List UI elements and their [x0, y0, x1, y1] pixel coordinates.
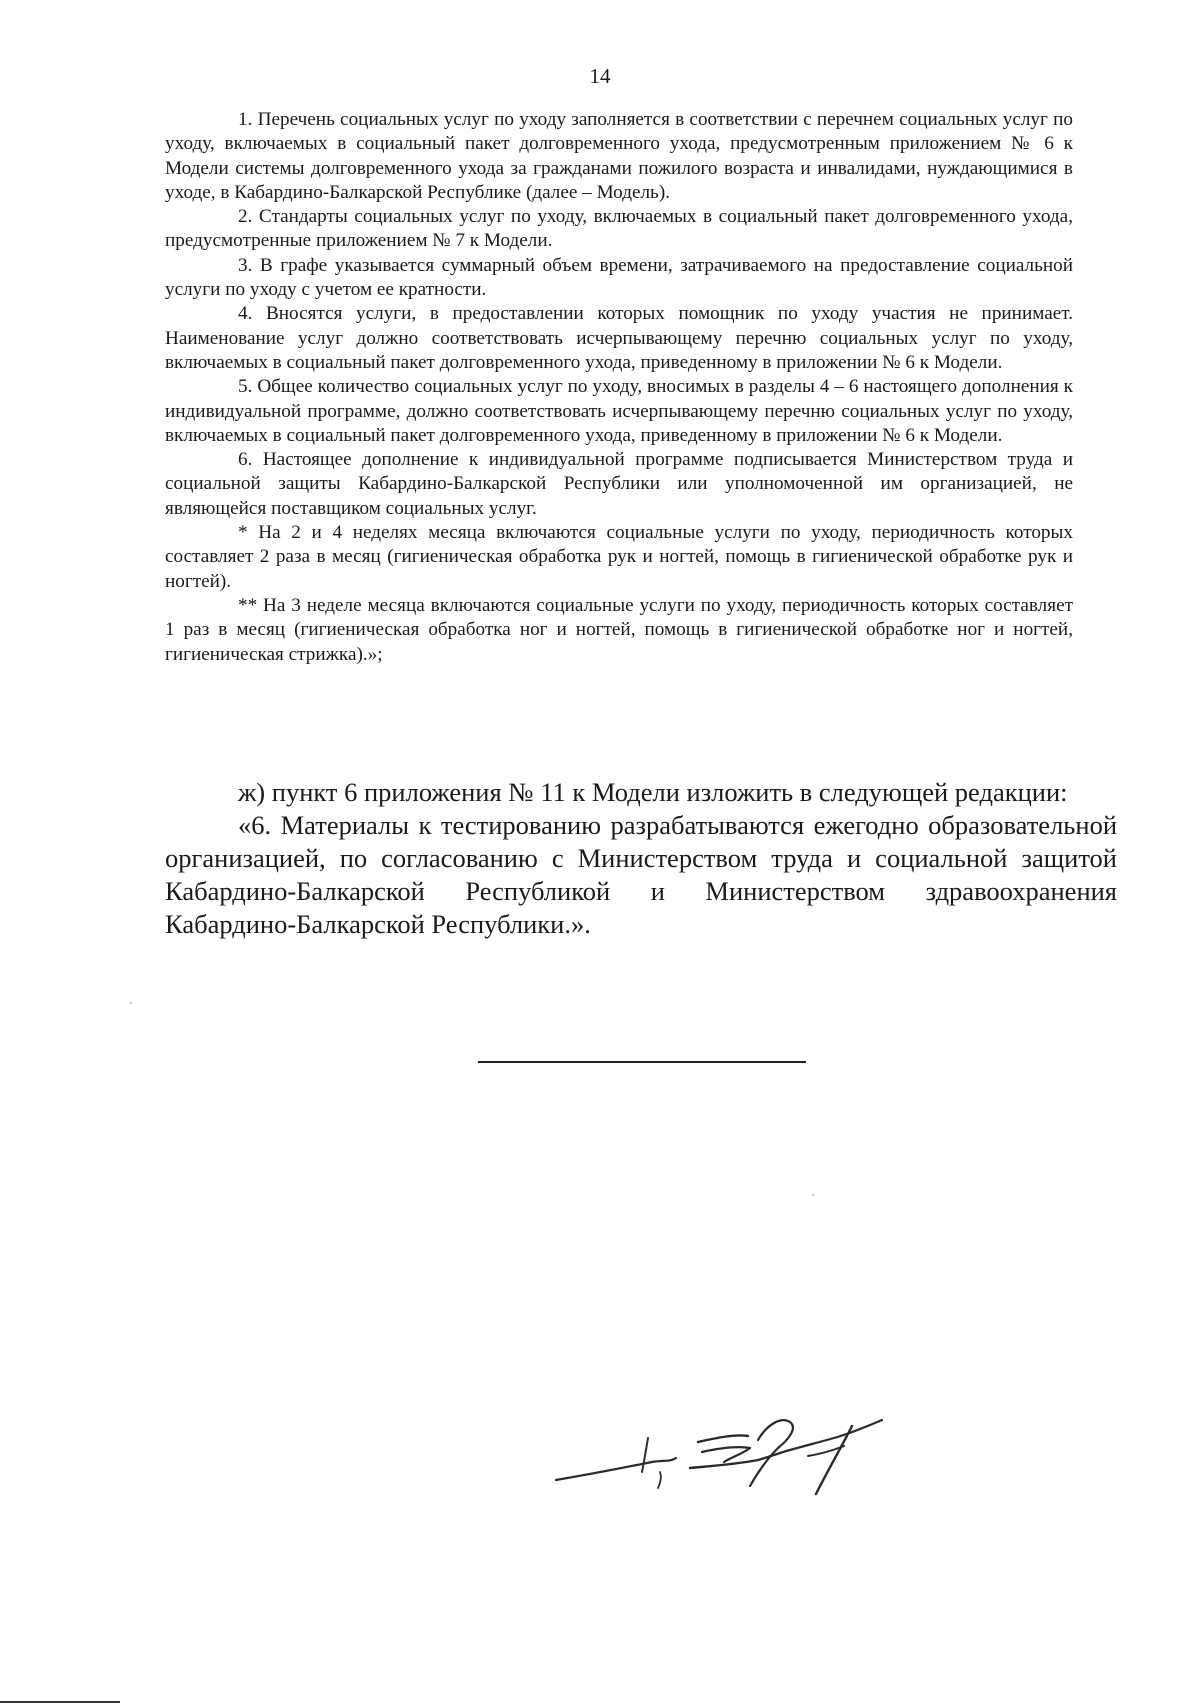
- scan-edge-mark: [0, 1701, 120, 1703]
- page-number: 14: [589, 64, 611, 88]
- closing-divider: [478, 1061, 806, 1063]
- note-double-asterisk: ** На 3 неделе месяца включаются социальные услуги по уходу, периодичность которых составляет 1 раз в месяц (гигиеническая обработка ног и ногтей, помощь в гигиенической обработке ног и ногтей, гигиеническая стрижка).»;: [165, 594, 1073, 665]
- amendment-text: «6. Материалы к тестированию разрабатываются ежегодно образовательной организацией, по согласованию с Министерством труда и социальной защитой Кабардино-Балкарской Республикой и Министерством здравоохранения Кабардино-Балкарской Республики.».: [165, 810, 1117, 939]
- note-asterisk: * На 2 и 4 неделях месяца включаются социальные услуги по уходу, периодичность которых составляет 2 раза в месяц (гигиеническая обработка рук и ногтей, помощь в гигиенической обработке рук и ногтей).: [165, 522, 1073, 592]
- handwritten-signature: [552, 1376, 932, 1516]
- note-4: 4. Вносятся услуги, в предоставлении которых помощник по уходу участия не принимает. Наименование услуг должно соответствовать исчерпывающему перечню социальных услуг по уходу, включаемых в социальный пакет долговременного ухода, приведенному в приложении № 6 к Модели.: [165, 303, 1073, 373]
- scan-speck: [812, 1194, 814, 1196]
- note-2: 2. Стандарты социальных услуг по уходу, включаемых в социальный пакет долговременного ухода, предусмотренные приложением № 7 к Модели.: [165, 206, 1073, 252]
- note-3: 3. В графе указывается суммарный объем времени, затрачиваемого на предоставление социальной услуги по уходу с учетом ее кратности.: [165, 254, 1073, 301]
- note-6: 6. Настоящее дополнение к индивидуальной программе подписывается Министерством труда и социальной защиты Кабардино-Балкарской Республики или уполномоченной им организацией, не являющейся поставщиком социальных услуг.: [165, 449, 1073, 519]
- scan-speck: [130, 1002, 132, 1004]
- amendment-lead: [165, 776, 1117, 809]
- amendment-block: [165, 776, 1117, 941]
- amendment-lead-text: ж) пункт 6 приложения № 11 к Модели изложить в следующей редакции:: [238, 777, 1068, 807]
- note-1: 1. Перечень социальных услуг по уходу заполняется в соответствии с перечнем социальных услуг по уходу, включаемых в социальный пакет долговременного ухода, предусмотренным приложением № 6 к Модели системы долговременного ухода за гражданами пожилого возраста и инвалидами, нуждающимися в уходе, в Кабардино-Балкарской Республике (далее – Модель).: [165, 109, 1073, 203]
- note-5: 5. Общее количество социальных услуг по уходу, вносимых в разделы 4 – 6 настоящего дополнения к индивидуальной программе, должно соответствовать исчерпывающему перечню социальных услуг по уходу, включаемых в социальный пакет долговременного ухода, приведенному в приложении № 6 к Модели.: [165, 376, 1073, 446]
- footnotes-block: [165, 108, 1073, 667]
